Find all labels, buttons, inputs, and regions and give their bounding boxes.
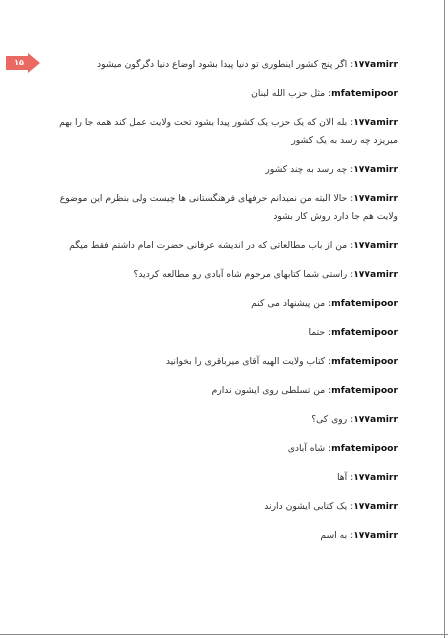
- message-text: : آها: [336, 472, 354, 483]
- chat-message: [48, 498, 398, 516]
- message-text: : اگر پنج کشور اینطوری تو دنیا پیدا بشود اوضاع دنیا دگرگون میشود: [97, 59, 354, 70]
- message-author: ۱۷۷amirr: [353, 117, 398, 128]
- message-author: mfatemipoor: [331, 443, 398, 454]
- message-text: : حتما: [308, 327, 332, 338]
- message-author: ۱۷۷amirr: [353, 472, 398, 483]
- message-author: mfatemipoor: [331, 385, 398, 396]
- message-text: : راستی شما کتابهای مرحوم شاه آبادی رو مطالعه کردید؟: [133, 269, 354, 280]
- message-author: mfatemipoor: [331, 356, 398, 367]
- chat-message: [48, 114, 398, 150]
- chat-message: [48, 85, 398, 103]
- message-author: ۱۷۷amirr: [353, 530, 398, 541]
- chat-message: [48, 237, 398, 255]
- chat-transcript: [48, 56, 398, 545]
- message-text: : بله الان که یک حزب یک کشور پیدا بشود تحت ولایت عمل کند همه جا را بهم میریزد چه رسد به یک کشور: [59, 117, 398, 146]
- message-author: ۱۷۷amirr: [353, 164, 398, 175]
- message-text: : چه رسد به چند کشور: [265, 164, 354, 175]
- message-text: : مثل حزب الله لبنان: [251, 88, 332, 99]
- chat-message: [48, 353, 398, 371]
- message-author: ۱۷۷amirr: [353, 414, 398, 425]
- chat-message: [48, 295, 398, 313]
- message-author: ۱۷۷amirr: [353, 59, 398, 70]
- page-number: ۱۵: [14, 58, 24, 67]
- message-text: : به اسم: [320, 530, 354, 541]
- chat-message: [48, 324, 398, 342]
- message-author: ۱۷۷amirr: [353, 501, 398, 512]
- chat-message: [48, 382, 398, 400]
- message-author: ۱۷۷amirr: [353, 240, 398, 251]
- message-author: mfatemipoor: [331, 327, 398, 338]
- chat-message: [48, 440, 398, 458]
- message-text: : حالا البته من نمیدانم حرفهای فرهنگستانی ها چیست ولی بنظرم این موضوع ولایت هم جا دارد روش کار بشود: [59, 193, 398, 222]
- chat-message: [48, 161, 398, 179]
- chat-message: [48, 469, 398, 487]
- message-author: ۱۷۷amirr: [353, 193, 398, 204]
- message-author: mfatemipoor: [331, 298, 398, 309]
- message-text: : روی کی؟: [311, 414, 354, 425]
- page-right-border: [444, 0, 445, 638]
- chat-message: [48, 56, 398, 74]
- message-author: ۱۷۷amirr: [353, 269, 398, 280]
- chat-message: [48, 411, 398, 429]
- chat-message: [48, 190, 398, 226]
- page-number-badge: [6, 53, 40, 73]
- message-author: mfatemipoor: [331, 88, 398, 99]
- page-bottom-border: [0, 634, 448, 635]
- message-text: : یک کتابی ایشون دارند: [264, 501, 354, 512]
- message-text: : من از باب مطالعاتی که در اندیشه عرفانی حضرت امام داشتم فقط میگم: [69, 240, 354, 251]
- message-text: : من تسلطی روی ایشون ندارم: [211, 385, 332, 396]
- message-text: : من پیشنهاد می کنم: [251, 298, 332, 309]
- chat-message: [48, 266, 398, 284]
- message-text: : کتاب ولایت الهیه آقای میرباقری را بخوانید: [165, 356, 332, 367]
- chat-message: [48, 527, 398, 545]
- message-text: : شاه آبادی: [287, 443, 332, 454]
